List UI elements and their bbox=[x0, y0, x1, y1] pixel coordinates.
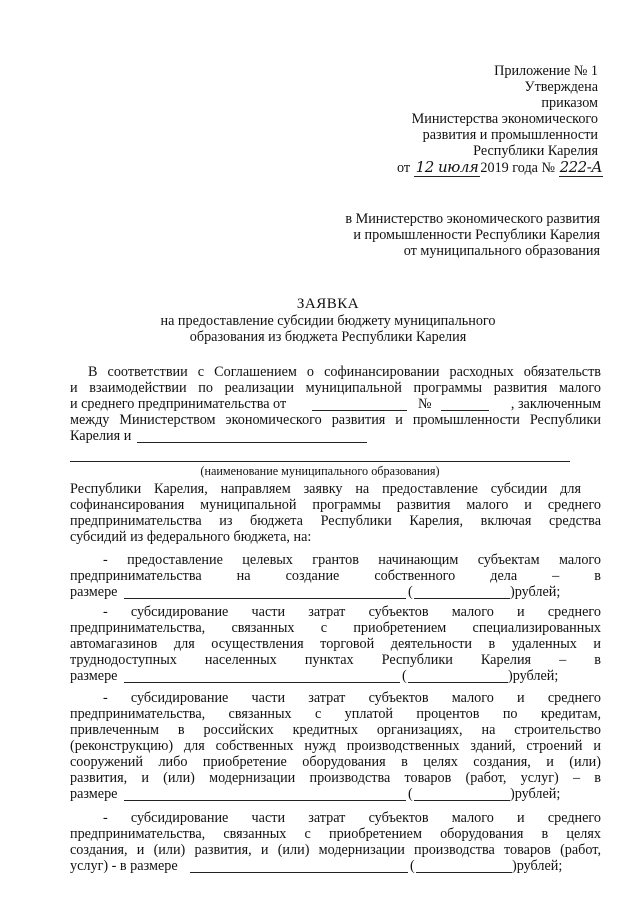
item1-amount-words-field[interactable] bbox=[124, 598, 406, 599]
item4-line-1: - субсидирование части затрат субъектов малого и среднего bbox=[103, 810, 601, 826]
order-label: приказом bbox=[541, 95, 598, 111]
item4-open-paren: ( bbox=[410, 858, 415, 874]
item2-line-4: труднодоступных населенных пунктах Республики Карелия – в bbox=[70, 652, 601, 668]
document-subtitle-1: на предоставление субсидии бюджету муниципального bbox=[160, 313, 496, 329]
item1-rubles: )рублей; bbox=[510, 584, 561, 600]
item3-rubles: )рублей; bbox=[510, 786, 561, 802]
intro-line-3a: и среднего предпринимательства от bbox=[70, 396, 287, 412]
ministry-line-3: Республики Карелия bbox=[473, 143, 598, 159]
ministry-line-2: развития и промышленности bbox=[422, 127, 598, 143]
item3-amount-words-field[interactable] bbox=[124, 800, 406, 801]
intro-line-3b: № bbox=[418, 396, 432, 412]
intro-line-4: между Министерством экономического развития и промышленности Республики bbox=[70, 412, 601, 428]
item3-line-6: развития, и (или) модернизации производства товаров (работ, услуг) – в bbox=[70, 770, 601, 786]
request-line-1: Республики Карелия, направляем заявку на предоставление субсидии для bbox=[70, 481, 581, 497]
municipality-name-field[interactable] bbox=[70, 461, 570, 462]
item1-line-2: предпринимательства на создание собственного дела – в bbox=[70, 568, 601, 584]
item2-rubles: )рублей; bbox=[508, 668, 559, 684]
request-line-2: софинансирования муниципальной программы развития малого и среднего bbox=[70, 497, 601, 513]
addressee-line-3: от муниципального образования bbox=[403, 243, 600, 259]
item3-line-3: привлеченным в российских кредитных организациях, на строительство bbox=[70, 722, 601, 738]
document-subtitle-2: образования из бюджета Республики Карелия bbox=[189, 329, 467, 345]
approved-label: Утверждена bbox=[524, 79, 598, 95]
date-suffix: 2019 года № bbox=[480, 160, 556, 176]
handwritten-date: 12 июля bbox=[415, 158, 479, 176]
ministry-line-1: Министерства экономического bbox=[411, 111, 598, 127]
item2-amount-digits-field[interactable] bbox=[408, 682, 508, 683]
item2-open-paren: ( bbox=[402, 668, 407, 684]
item1-amount-digits-field[interactable] bbox=[414, 598, 510, 599]
item4-rubles: )рублей; bbox=[512, 858, 563, 874]
item4-amount-words-field[interactable] bbox=[190, 872, 408, 873]
municipality-name-caption: (наименование муниципального образования) bbox=[200, 464, 440, 478]
intro-line-1: В соответствии с Соглашением о софинансировании расходных обязательств bbox=[88, 364, 601, 380]
handwritten-number: 222-А bbox=[559, 158, 603, 176]
item2-line-1: - субсидирование части затрат субъектов малого и среднего bbox=[103, 604, 601, 620]
item1-razmere: размере bbox=[70, 584, 118, 600]
item3-line-2: предпринимательства, связанных с уплатой процентов по кредитам, bbox=[70, 706, 601, 722]
item4-line-4: услуг) - в размере bbox=[70, 858, 178, 874]
date-prefix: от bbox=[397, 160, 411, 176]
intro-line-2: и взаимодействии по реализации муниципальной программы развития малого bbox=[70, 380, 601, 396]
item3-line-4: (реконструкцию) для собственных нужд производственных зданий, строений и bbox=[70, 738, 601, 754]
item1-line-1: - предоставление целевых грантов начинающим субъектам малого bbox=[103, 552, 601, 568]
item3-amount-digits-field[interactable] bbox=[414, 800, 510, 801]
item3-open-paren: ( bbox=[408, 786, 413, 802]
item3-razmere: размере bbox=[70, 786, 118, 802]
item3-line-5: сооружений либо приобретение оборудования в целях создания, и (или) bbox=[70, 754, 601, 770]
item2-razmere: размере bbox=[70, 668, 118, 684]
republic-party-field[interactable] bbox=[137, 442, 367, 443]
item2-amount-words-field[interactable] bbox=[124, 682, 400, 683]
order-date-line bbox=[397, 159, 603, 176]
document-title: ЗАЯВКА bbox=[296, 296, 360, 312]
request-line-3: предпринимательства из бюджета Республики Карелия, включая средства bbox=[70, 513, 601, 529]
item2-line-2: предпринимательства, связанных с приобретением специализированных bbox=[70, 620, 601, 636]
appendix-label: Приложение № 1 bbox=[494, 63, 598, 79]
addressee-line-1: в Министерство экономического развития bbox=[345, 211, 600, 227]
request-line-4: субсидий из федерального бюджета, на: bbox=[70, 529, 312, 545]
addressee-line-2: и промышленности Республики Карелия bbox=[353, 227, 600, 243]
item2-line-3: автомагазинов для осуществления торговой деятельности в удаленных и bbox=[70, 636, 601, 652]
item4-line-2: предпринимательства, связанных с приобретением оборудования в целях bbox=[70, 826, 601, 842]
intro-line-3c: , заключенным bbox=[510, 396, 601, 412]
item4-amount-digits-field[interactable] bbox=[416, 872, 512, 873]
item4-line-3: создания, и (или) развития, и (или) модернизации производства товаров (работ, bbox=[70, 842, 601, 858]
agreement-number-field[interactable] bbox=[441, 410, 489, 411]
item3-line-1: - субсидирование части затрат субъектов малого и среднего bbox=[103, 690, 601, 706]
item1-open-paren: ( bbox=[408, 584, 413, 600]
intro-line-5: Карелия и bbox=[70, 428, 132, 444]
agreement-date-field[interactable] bbox=[312, 410, 407, 411]
